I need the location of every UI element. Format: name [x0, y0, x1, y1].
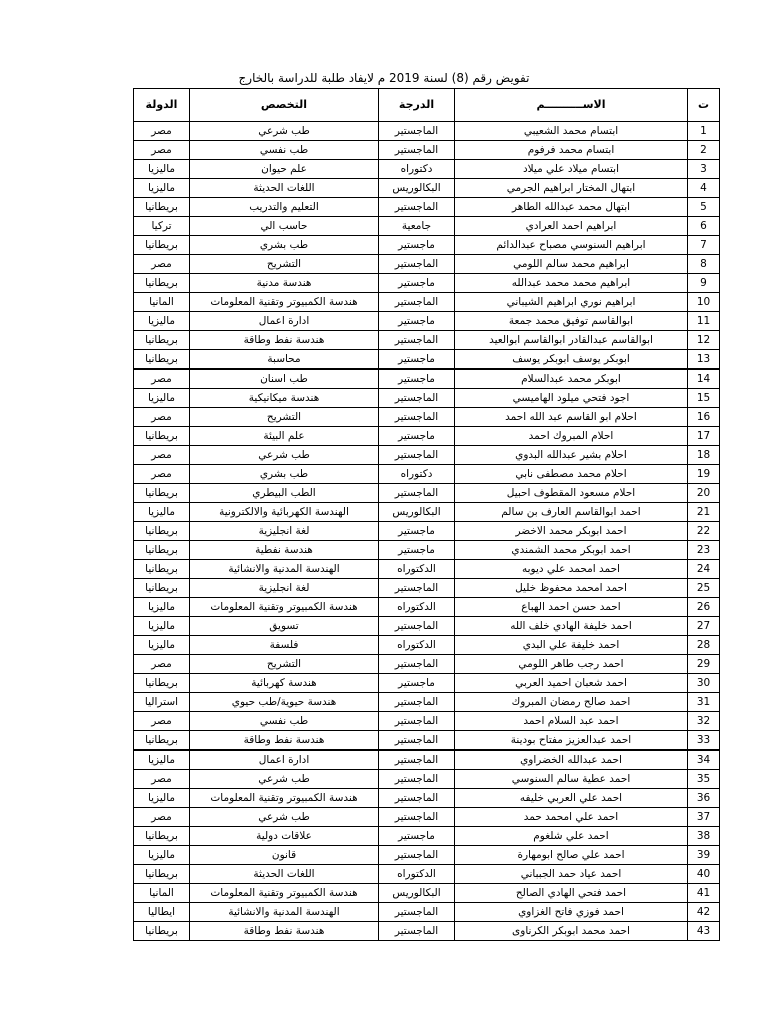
row-num: 30	[688, 674, 720, 693]
table-row	[134, 312, 720, 331]
row-degree: الماجستير	[379, 293, 455, 312]
table-row	[134, 141, 720, 160]
row-country: تركيا	[134, 217, 190, 236]
table-row	[134, 255, 720, 274]
row-num: 28	[688, 636, 720, 655]
row-name: ابراهيم نوري ابراهيم الشيباني	[455, 293, 688, 312]
row-country: بريطانيا	[134, 541, 190, 560]
table-row	[134, 369, 720, 389]
header-num: ت	[688, 89, 720, 122]
row-country: ماليزيا	[134, 389, 190, 408]
row-country: بريطانيا	[134, 331, 190, 350]
row-specialization: هندسة كهربائية	[190, 674, 379, 693]
row-name: احمد امحمد محفوظ خليل	[455, 579, 688, 598]
table-row	[134, 789, 720, 808]
header-degree: الدرجة	[379, 89, 455, 122]
row-specialization: تسويق	[190, 617, 379, 636]
row-num: 9	[688, 274, 720, 293]
row-num: 22	[688, 522, 720, 541]
row-country: المانيا	[134, 293, 190, 312]
row-country: ماليزيا	[134, 179, 190, 198]
row-num: 8	[688, 255, 720, 274]
row-name: احلام محمد مصطفى نابي	[455, 465, 688, 484]
row-name: ابراهيم محمد محمد عبدالله	[455, 274, 688, 293]
row-num: 18	[688, 446, 720, 465]
row-country: مصر	[134, 808, 190, 827]
row-num: 11	[688, 312, 720, 331]
row-num: 5	[688, 198, 720, 217]
row-specialization: هندسة الكمبيوتر وتقنية المعلومات	[190, 884, 379, 903]
table-row	[134, 236, 720, 255]
row-degree: ماجستير	[379, 674, 455, 693]
table-row	[134, 731, 720, 751]
row-specialization: هندسة الكمبيوتر وتقنية المعلومات	[190, 789, 379, 808]
row-num: 23	[688, 541, 720, 560]
row-num: 41	[688, 884, 720, 903]
table-row	[134, 750, 720, 770]
row-country: بريطانيا	[134, 350, 190, 370]
row-country: مصر	[134, 141, 190, 160]
row-country: ماليزيا	[134, 789, 190, 808]
row-name: ابتهال محمد عبدالله الطاهر	[455, 198, 688, 217]
row-country: بريطانيا	[134, 198, 190, 217]
row-name: احمد علي امحمد حمد	[455, 808, 688, 827]
row-degree: ماجستير	[379, 369, 455, 389]
row-specialization: هندسة حيوية/طب حيوي	[190, 693, 379, 712]
row-country: ماليزيا	[134, 617, 190, 636]
row-num: 15	[688, 389, 720, 408]
row-name: ابوبكر محمد عبدالسلام	[455, 369, 688, 389]
row-num: 31	[688, 693, 720, 712]
row-name: احمد خليفة الهادي خلف الله	[455, 617, 688, 636]
row-name: احمد عبدالله الخضراوي	[455, 750, 688, 770]
row-country: مصر	[134, 655, 190, 674]
header-name: الاســــــــــم	[455, 89, 688, 122]
row-name: احمد محمد ابوبكر الكرناوى	[455, 922, 688, 941]
row-country: ماليزيا	[134, 160, 190, 179]
table-row	[134, 541, 720, 560]
row-country: استراليا	[134, 693, 190, 712]
row-num: 16	[688, 408, 720, 427]
row-degree: الدكتوراه	[379, 560, 455, 579]
table-row	[134, 503, 720, 522]
row-specialization: هندسة الكمبيوتر وتقنية المعلومات	[190, 293, 379, 312]
row-specialization: ادارة اعمال	[190, 312, 379, 331]
row-num: 29	[688, 655, 720, 674]
row-degree: الماجستير	[379, 389, 455, 408]
table-row	[134, 712, 720, 731]
row-name: احمد عبدالعزيز مفتاح بودينة	[455, 731, 688, 751]
row-degree: الماجستير	[379, 331, 455, 350]
row-degree: الدكتوراه	[379, 865, 455, 884]
row-specialization: الهندسة المدنية والانشائية	[190, 560, 379, 579]
row-name: احلام ابو القاسم عبد الله احمد	[455, 408, 688, 427]
table-row	[134, 217, 720, 236]
row-country: بريطانيا	[134, 236, 190, 255]
row-name: احمد ابوالقاسم العارف بن سالم	[455, 503, 688, 522]
table-row	[134, 389, 720, 408]
row-name: احمد رجب طاهر اللومي	[455, 655, 688, 674]
row-num: 34	[688, 750, 720, 770]
table-row	[134, 198, 720, 217]
row-num: 32	[688, 712, 720, 731]
row-name: احمد عطية سالم السنوسي	[455, 770, 688, 789]
row-degree: البكالوريس	[379, 884, 455, 903]
row-country: مصر	[134, 122, 190, 141]
row-num: 1	[688, 122, 720, 141]
row-degree: الماجستير	[379, 617, 455, 636]
row-country: المانيا	[134, 884, 190, 903]
row-country: بريطانيا	[134, 674, 190, 693]
row-specialization: هندسة الكمبيوتر وتقنية المعلومات	[190, 598, 379, 617]
row-degree: الدكتوراه	[379, 636, 455, 655]
row-name: احلام مسعود المقطوف احبيل	[455, 484, 688, 503]
row-degree: الماجستير	[379, 789, 455, 808]
row-country: مصر	[134, 446, 190, 465]
row-degree: ماجستير	[379, 427, 455, 446]
row-num: 38	[688, 827, 720, 846]
row-specialization: طب اسنان	[190, 369, 379, 389]
header-specialization: التخصص	[190, 89, 379, 122]
row-degree: البكالوريس	[379, 503, 455, 522]
row-name: احمد ابوبكر محمد الاخضر	[455, 522, 688, 541]
row-country: مصر	[134, 465, 190, 484]
row-name: احلام المبروك احمد	[455, 427, 688, 446]
row-specialization: هندسة نفط وطاقة	[190, 731, 379, 751]
row-specialization: التشريح	[190, 655, 379, 674]
table-row	[134, 522, 720, 541]
row-name: ابتسام ميلاد علي ميلاد	[455, 160, 688, 179]
table-row	[134, 465, 720, 484]
table-row	[134, 674, 720, 693]
row-country: ماليزيا	[134, 636, 190, 655]
row-specialization: قانون	[190, 846, 379, 865]
row-specialization: التشريح	[190, 408, 379, 427]
row-name: احمد علي شلغوم	[455, 827, 688, 846]
row-specialization: علم حيوان	[190, 160, 379, 179]
row-degree: الماجستير	[379, 484, 455, 503]
row-num: 33	[688, 731, 720, 751]
row-country: ماليزيا	[134, 503, 190, 522]
row-num: 21	[688, 503, 720, 522]
row-name: احمد امحمد علي ديوبه	[455, 560, 688, 579]
row-country: مصر	[134, 255, 190, 274]
row-degree: الماجستير	[379, 750, 455, 770]
table-row	[134, 274, 720, 293]
row-country: ماليزيا	[134, 598, 190, 617]
table-row	[134, 808, 720, 827]
row-name: ابراهيم محمد سالم اللومي	[455, 255, 688, 274]
row-name: احمد عياد حمد الجبباني	[455, 865, 688, 884]
row-specialization: طب بشري	[190, 236, 379, 255]
table-row	[134, 617, 720, 636]
row-country: بريطانيا	[134, 731, 190, 751]
row-specialization: علاقات دولية	[190, 827, 379, 846]
row-specialization: لغة انجليزية	[190, 522, 379, 541]
row-name: احمد علي صالح ابومهارة	[455, 846, 688, 865]
row-specialization: علم البيئة	[190, 427, 379, 446]
row-name: احمد عبد السلام احمد	[455, 712, 688, 731]
row-specialization: اللغات الحديثة	[190, 865, 379, 884]
row-degree: دكتوراه	[379, 465, 455, 484]
row-specialization: طب شرعي	[190, 122, 379, 141]
row-name: ابتهال المختار ابراهيم الجرمي	[455, 179, 688, 198]
row-country: بريطانيا	[134, 865, 190, 884]
row-num: 20	[688, 484, 720, 503]
row-degree: الماجستير	[379, 846, 455, 865]
row-degree: الماجستير	[379, 446, 455, 465]
table-row	[134, 560, 720, 579]
table-row	[134, 446, 720, 465]
row-specialization: التعليم والتدريب	[190, 198, 379, 217]
row-num: 42	[688, 903, 720, 922]
row-degree: الماجستير	[379, 808, 455, 827]
row-country: مصر	[134, 770, 190, 789]
row-degree: ماجستير	[379, 312, 455, 331]
row-country: بريطانيا	[134, 274, 190, 293]
table-row	[134, 408, 720, 427]
row-specialization: هندسة ميكانيكية	[190, 389, 379, 408]
row-name: احلام بشير عبدالله البدوي	[455, 446, 688, 465]
row-specialization: طب شرعي	[190, 808, 379, 827]
row-num: 17	[688, 427, 720, 446]
row-specialization: طب شرعي	[190, 446, 379, 465]
row-specialization: طب نفسي	[190, 141, 379, 160]
row-degree: دكتوراه	[379, 160, 455, 179]
row-specialization: ادارة اعمال	[190, 750, 379, 770]
row-num: 43	[688, 922, 720, 941]
row-num: 19	[688, 465, 720, 484]
row-country: بريطانيا	[134, 579, 190, 598]
student-roster-table	[133, 88, 720, 941]
table-row	[134, 693, 720, 712]
row-name: ابتسام محمد فرفوم	[455, 141, 688, 160]
row-degree: ماجستير	[379, 541, 455, 560]
row-num: 26	[688, 598, 720, 617]
row-name: ابوالقاسم عبدالقادر ابوالقاسم ابوالعيد	[455, 331, 688, 350]
row-degree: جامعية	[379, 217, 455, 236]
row-country: بريطانيا	[134, 427, 190, 446]
row-specialization: الهندسة المدنية والانشائية	[190, 903, 379, 922]
row-degree: الماجستير	[379, 731, 455, 751]
table-row	[134, 579, 720, 598]
row-degree: الماجستير	[379, 770, 455, 789]
row-country: بريطانيا	[134, 484, 190, 503]
row-country: مصر	[134, 712, 190, 731]
table-row	[134, 865, 720, 884]
row-specialization: لغة انجليزية	[190, 579, 379, 598]
row-degree: الماجستير	[379, 693, 455, 712]
row-num: 27	[688, 617, 720, 636]
row-country: مصر	[134, 369, 190, 389]
row-num: 7	[688, 236, 720, 255]
table-row	[134, 350, 720, 370]
row-country: ماليزيا	[134, 750, 190, 770]
header-country: الدولة	[134, 89, 190, 122]
row-specialization: اللغات الحديثة	[190, 179, 379, 198]
row-specialization: فلسفة	[190, 636, 379, 655]
row-name: احمد حسن احمد الهباع	[455, 598, 688, 617]
table-row	[134, 598, 720, 617]
row-degree: الماجستير	[379, 122, 455, 141]
row-num: 37	[688, 808, 720, 827]
row-country: ايطاليا	[134, 903, 190, 922]
row-name: ابوبكر يوسف ابوبكر يوسف	[455, 350, 688, 370]
row-name: ابراهيم احمد العرادي	[455, 217, 688, 236]
row-degree: ماجستير	[379, 274, 455, 293]
row-country: ماليزيا	[134, 846, 190, 865]
row-num: 24	[688, 560, 720, 579]
row-name: احمد ابوبكر محمد الشمندي	[455, 541, 688, 560]
row-num: 13	[688, 350, 720, 370]
row-num: 36	[688, 789, 720, 808]
row-name: احمد علي العربي خليفه	[455, 789, 688, 808]
table-row	[134, 484, 720, 503]
table-row	[134, 770, 720, 789]
row-degree: البكالوريس	[379, 179, 455, 198]
row-specialization: محاسبة	[190, 350, 379, 370]
row-country: بريطانيا	[134, 560, 190, 579]
row-specialization: الطب البيطري	[190, 484, 379, 503]
table-row	[134, 655, 720, 674]
row-num: 25	[688, 579, 720, 598]
row-specialization: هندسة نفطية	[190, 541, 379, 560]
row-degree: الماجستير	[379, 655, 455, 674]
row-degree: ماجستير	[379, 522, 455, 541]
page-title: تفويض رقم (8) لسنة 2019 م لايفاد طلبة للدراسة بالخارج	[238, 71, 530, 85]
row-specialization: التشريح	[190, 255, 379, 274]
table-body	[134, 122, 720, 941]
table-header-row	[134, 89, 720, 122]
table-row	[134, 846, 720, 865]
row-name: ابتسام محمد الشعيبي	[455, 122, 688, 141]
row-degree: ماجستير	[379, 236, 455, 255]
table-row	[134, 922, 720, 941]
row-degree: الماجستير	[379, 579, 455, 598]
row-name: احمد شعبان احميد العربي	[455, 674, 688, 693]
row-degree: ماجستير	[379, 827, 455, 846]
row-num: 2	[688, 141, 720, 160]
table-row	[134, 427, 720, 446]
row-degree: ماجستير	[379, 350, 455, 370]
row-name: ابراهيم السنوسي مصباح عبدالدائم	[455, 236, 688, 255]
row-degree: الماجستير	[379, 922, 455, 941]
row-country: بريطانيا	[134, 827, 190, 846]
row-country: ماليزيا	[134, 312, 190, 331]
table-row	[134, 160, 720, 179]
row-num: 10	[688, 293, 720, 312]
row-degree: الماجستير	[379, 198, 455, 217]
row-specialization: هندسة مدنية	[190, 274, 379, 293]
row-specialization: هندسة نفط وطاقة	[190, 331, 379, 350]
row-country: بريطانيا	[134, 522, 190, 541]
table-row	[134, 179, 720, 198]
row-degree: الماجستير	[379, 255, 455, 274]
row-num: 35	[688, 770, 720, 789]
table-row	[134, 884, 720, 903]
table-row	[134, 827, 720, 846]
row-name: احمد فوزي فاتح الغزاوي	[455, 903, 688, 922]
row-num: 6	[688, 217, 720, 236]
row-degree: الدكتوراه	[379, 598, 455, 617]
row-specialization: الهندسة الكهربائية والالكترونية	[190, 503, 379, 522]
row-specialization: طب شرعي	[190, 770, 379, 789]
row-degree: الماجستير	[379, 903, 455, 922]
row-name: احمد خليفة علي البدي	[455, 636, 688, 655]
table-row	[134, 636, 720, 655]
row-specialization: طب بشري	[190, 465, 379, 484]
row-degree: الماجستير	[379, 141, 455, 160]
table-row	[134, 903, 720, 922]
table-row	[134, 331, 720, 350]
row-specialization: طب نفسي	[190, 712, 379, 731]
row-num: 4	[688, 179, 720, 198]
row-num: 3	[688, 160, 720, 179]
row-name: اجود فتحي ميلود الهاميسي	[455, 389, 688, 408]
row-specialization: حاسب الي	[190, 217, 379, 236]
row-name: احمد فتحي الهادي الصالح	[455, 884, 688, 903]
table-row	[134, 293, 720, 312]
table-row	[134, 122, 720, 141]
row-num: 12	[688, 331, 720, 350]
row-name: احمد صالح رمضان المبروك	[455, 693, 688, 712]
row-num: 14	[688, 369, 720, 389]
row-num: 39	[688, 846, 720, 865]
row-num: 40	[688, 865, 720, 884]
row-degree: الماجستير	[379, 408, 455, 427]
row-name: ابوالقاسم توفيق محمد جمعة	[455, 312, 688, 331]
row-country: مصر	[134, 408, 190, 427]
row-degree: الماجستير	[379, 712, 455, 731]
row-country: بريطانيا	[134, 922, 190, 941]
row-specialization: هندسة نفط وطاقة	[190, 922, 379, 941]
